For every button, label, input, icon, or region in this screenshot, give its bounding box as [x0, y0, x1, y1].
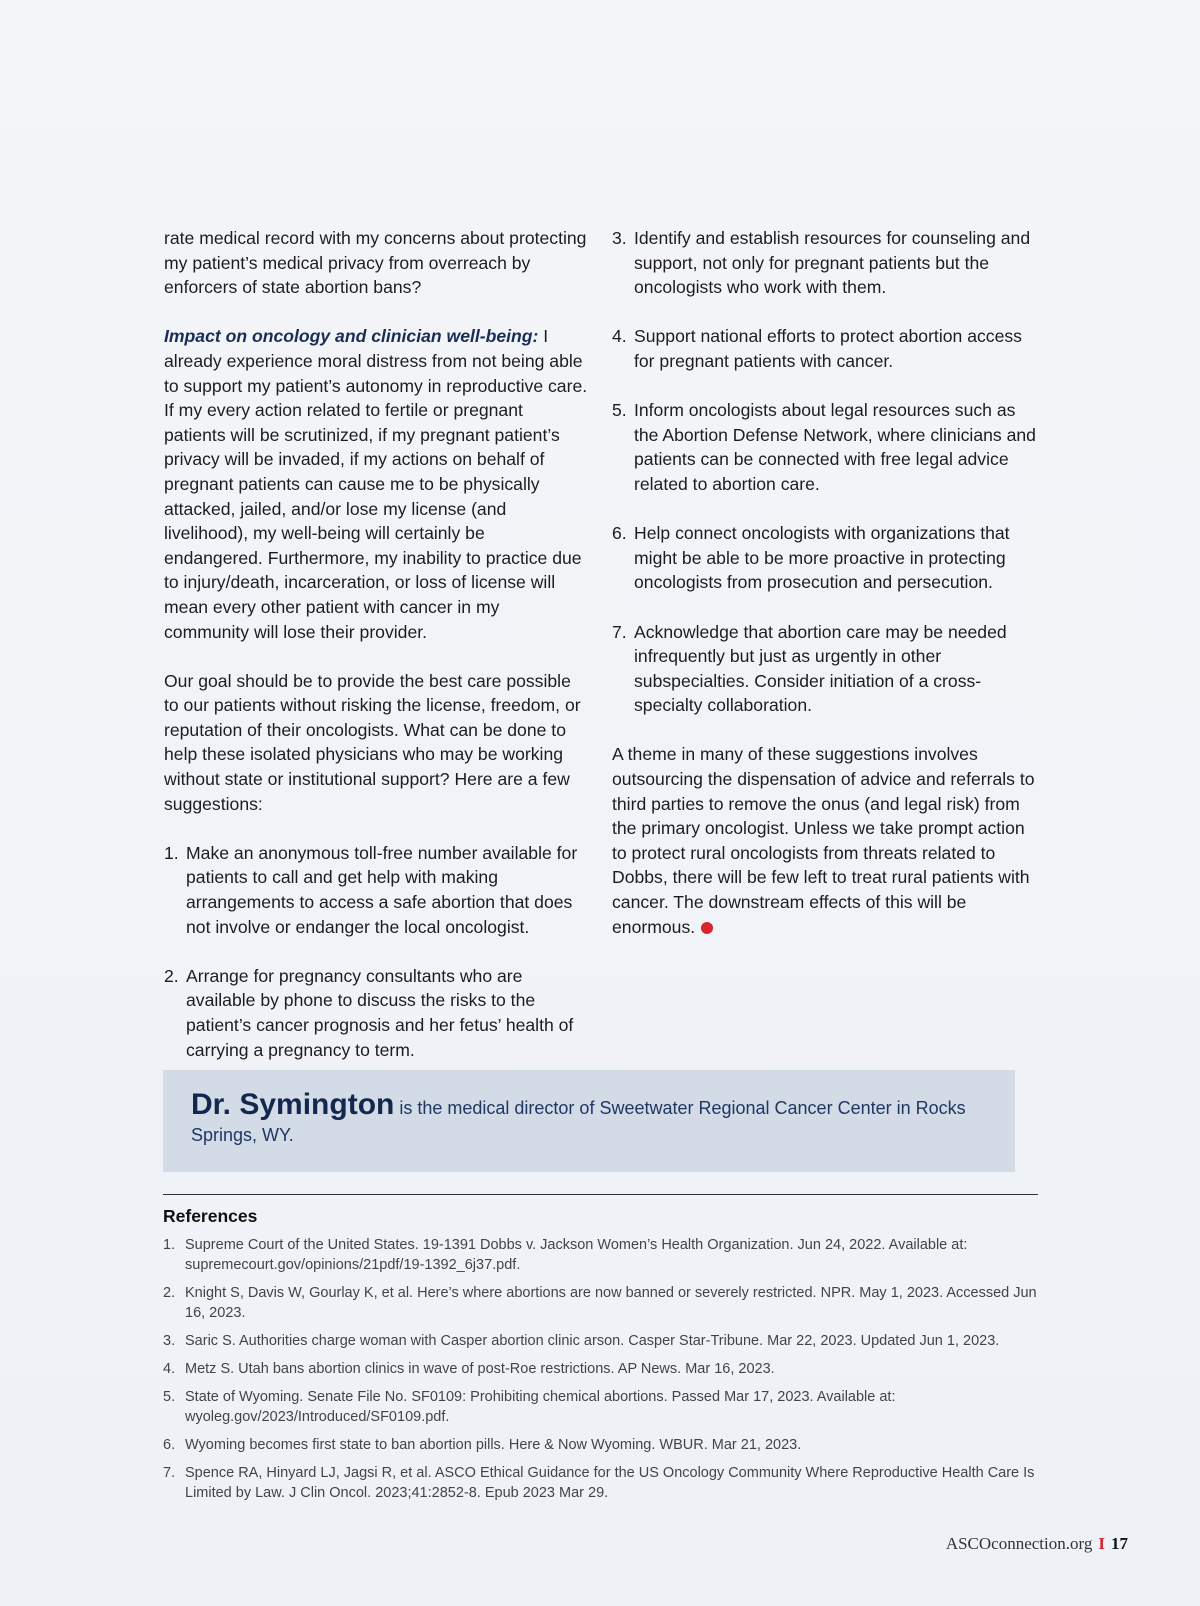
footer-separator: I — [1098, 1534, 1105, 1553]
goal-paragraph: Our goal should be to provide the best care possible to our patients without risking the license, freedom, or reputation of their oncologists. What can be done to help these isolated physicians who may be working without state or institutional support? Here are a few suggestions: — [164, 670, 581, 814]
impact-text: I already experience moral distress from not being able to support my patient’s autonomy in reproductive care. If my every action related to fertile or pregnant patients will be scrutinized, if my pregnant patient’s privacy will be invaded, if my actions on behalf of pregnant patients can cause me to be physically attacked, jailed, and/or lose my license (and livelihood), my well-being will certainly be endangered. Furthermore, my inability to practice due to injury/death, incarceration, or loss of license will mean every other patient with cancer in my community will lose their provider. — [164, 326, 588, 642]
reference-item: 5. State of Wyoming. Senate File No. SF0109: Prohibiting chemical abortions. Passed Mar 17, 2023. Available at: wyoleg.gov/2023/Introduced/SF0109.pdf. — [163, 1389, 896, 1425]
page-footer — [946, 1534, 1128, 1554]
list-item: 7. Acknowledge that abortion care may be needed infrequently but just as urgently in other subspecialties. Consider initiation of a cross-specialty collaboration. — [612, 621, 1007, 716]
end-mark-icon — [701, 922, 713, 934]
impact-lead: Impact on oncology and clinician well-being: — [164, 326, 539, 347]
list-item: 4. Support national efforts to protect abortion access for pregnant patients with cancer. — [612, 326, 1022, 371]
references-section — [163, 1206, 1038, 1511]
right-column — [612, 226, 1040, 964]
references-heading: References — [163, 1206, 258, 1226]
list-item: 2. Arrange for pregnancy consultants who are available by phone to discuss the risks to the patient’s cancer prognosis and her fetus’ health of carrying a pregnancy to term. — [164, 965, 574, 1060]
author-bio-box — [163, 1070, 1015, 1172]
left-column — [164, 226, 588, 1087]
intro-paragraph: rate medical record with my concerns about protecting my patient’s medical privacy from overreach by enforcers of state abortion bans? — [164, 228, 587, 298]
reference-item: 7. Spence RA, Hinyard LJ, Jagsi R, et al. ASCO Ethical Guidance for the US Oncology Community Where Reproductive Health Care Is Limited by Law. J Clin Oncol. 2023;41:2852-8. Epub 2023 Mar 29. — [163, 1465, 1035, 1501]
list-item: 3. Identify and establish resources for counseling and support, not only for pregnant patients but the oncologists who work with them. — [612, 228, 1031, 298]
references-divider — [163, 1194, 1038, 1195]
reference-item: 6. Wyoming becomes first state to ban abortion pills. Here & Now Wyoming. WBUR. Mar 21, 2023. — [163, 1437, 802, 1453]
suggestions-list-right — [612, 226, 1040, 718]
reference-item: 3. Saric S. Authorities charge woman with Casper abortion clinic arson. Casper Star-Tribune. Mar 22, 2023. Updated Jun 1, 2023. — [163, 1333, 1000, 1349]
suggestions-list-left — [164, 841, 588, 1062]
list-item: 5. Inform oncologists about legal resources such as the Abortion Defense Network, where clinicians and patients can be connected with free legal advice related to abortion care. — [612, 400, 1036, 494]
reference-item: 1. Supreme Court of the United States. 19-1391 Dobbs v. Jackson Women’s Health Organization. Jun 24, 2022. Available at: supremecourt.gov/opinions/21pdf/19-1392_6j37.pdf. — [163, 1237, 968, 1273]
references-list — [163, 1235, 1038, 1503]
list-item: 1. Make an anonymous toll-free number available for patients to call and get help with making arrangements to access a safe abortion that does not involve or endanger the local oncologist. — [164, 842, 578, 937]
impact-paragraph — [164, 324, 588, 644]
author-description: is the medical director of Sweetwater Regional Cancer Center in Rocks Springs, WY. — [191, 1098, 966, 1145]
reference-item: 2. Knight S, Davis W, Gourlay K, et al. Here’s where abortions are now banned or severely restricted. NPR. May 1, 2023. Accessed Jun 16, 2023. — [163, 1285, 1037, 1321]
site-name: ASCOconnection.org — [945, 1534, 1093, 1553]
list-item: 6. Help connect oncologists with organizations that might be able to be more proactive in protecting oncologists from prosecution and persecution. — [612, 523, 1010, 593]
page-number: 17 — [1111, 1534, 1128, 1553]
reference-item: 4. Metz S. Utah bans abortion clinics in wave of post-Roe restrictions. AP News. Mar 16, 2023. — [163, 1361, 775, 1377]
author-name: Dr. Symington — [191, 1088, 395, 1121]
closing-paragraph: A theme in many of these suggestions involves outsourcing the dispensation of advice and referrals to third parties to remove the onus (and legal risk) from the primary oncologist. Unless we take prompt action to protect rural oncologists from threats related to Dobbs, there will be few left to treat rural patients with cancer. The downstream effects of this will be enormous. — [612, 744, 1035, 937]
